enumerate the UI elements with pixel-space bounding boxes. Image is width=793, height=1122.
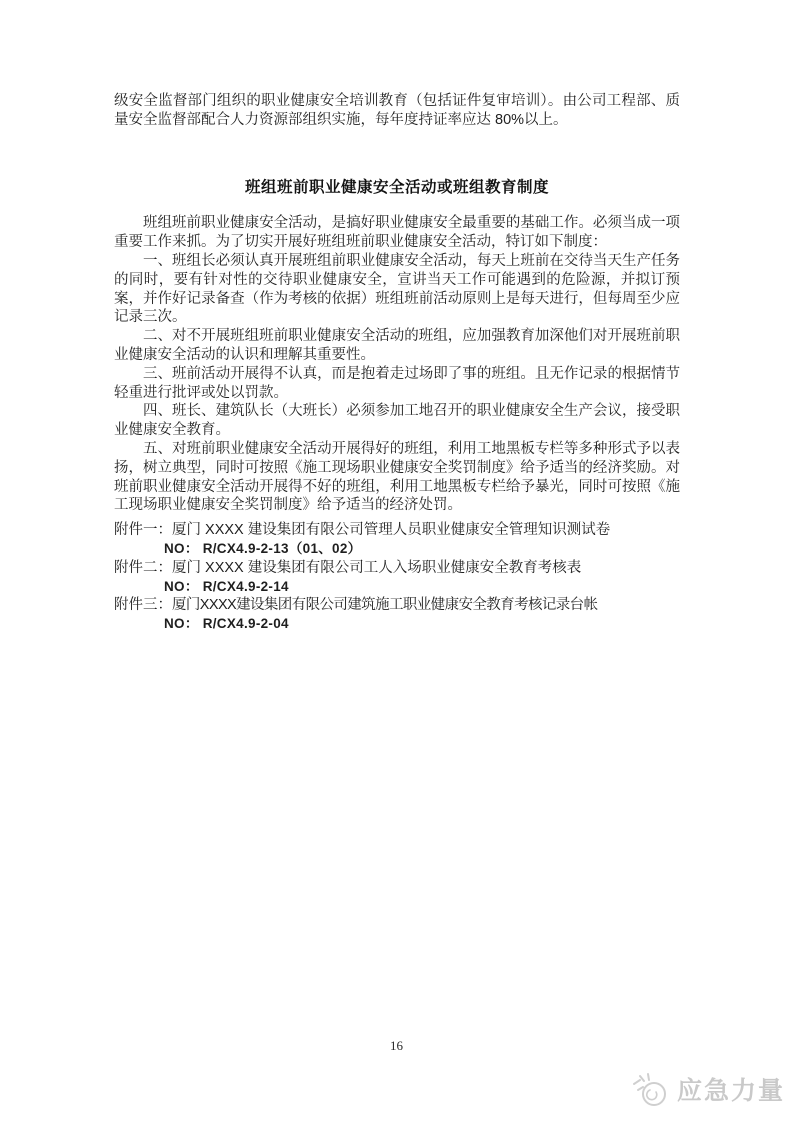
paragraph-rule-4: 四、班长、建筑队长（大班长）必须参加工地召开的职业健康安全生产会议，接受职业健康安全教育。 bbox=[114, 403, 680, 439]
attachment-doc-number: NO： R/CX4.9-2-14 bbox=[164, 578, 289, 594]
attachment-label: 附件二： bbox=[114, 559, 172, 576]
attachment-item-1 bbox=[114, 521, 680, 559]
attachment-label: 附件三： bbox=[114, 597, 172, 614]
paragraph-rule-3: 三、班前活动开展得不认真，而是抱着走过场即了事的班组。且无作记录的根据情节轻重进行批评或处以罚款。 bbox=[114, 365, 680, 401]
attachments-list bbox=[114, 521, 680, 634]
attachment-title: 厦门XXXX建设集团有限公司建筑施工职业健康安全教育考核记录台帐 bbox=[172, 597, 598, 614]
attachment-item-2 bbox=[114, 559, 680, 597]
emergency-force-logo-icon bbox=[628, 1070, 672, 1108]
page-number: 16 bbox=[390, 1038, 403, 1053]
attachment-title: 厦门 XXXX 建设集团有限公司管理人员职业健康安全管理知识测试卷 bbox=[172, 522, 611, 539]
document-title: 班组班前职业健康安全活动或班组教育制度 bbox=[244, 178, 549, 196]
attachment-doc-number: NO： R/CX4.9-2-13（01、02） bbox=[164, 540, 362, 556]
attachment-doc-number: NO： R/CX4.9-2-04 bbox=[164, 616, 289, 632]
watermark-label: 应急力量 bbox=[676, 1077, 785, 1105]
attachment-label: 附件一： bbox=[114, 522, 172, 539]
attachment-item-3 bbox=[114, 596, 680, 634]
paragraph-rule-1: 一、班组长必须认真开展班组前职业健康安全活动，每天上班前在交待当天生产任务的同时，要有针对性的交待职业健康安全，宣讲当天工作可能遇到的危险源，并拟订预案，并作好记录备查（作为考核的依据）班组班前活动原则上是每天进行，但每周至少应记录三次。 bbox=[114, 252, 680, 326]
attachment-title: 厦门 XXXX 建设集团有限公司工人入场职业健康安全教育考核表 bbox=[172, 559, 582, 576]
paragraph-intro: 班组班前职业健康安全活动，是搞好职业健康安全最重要的基础工作。必须当成一项重要工作来抓。为了切实开展好班组班前职业健康安全活动，特订如下制度： bbox=[114, 215, 680, 251]
paragraph-rule-2: 二、对不开展班组班前职业健康安全活动的班组，应加强教育加深他们对开展班前职业健康安全活动的认识和理解其重要性。 bbox=[114, 328, 680, 363]
paragraph-rule-5: 五、对班前职业健康安全活动开展得好的班组，利用工地黑板专栏等多种形式予以表扬，树立典型，同时可按照《施工现场职业健康安全奖罚制度》给予适当的经济奖励。对班前职业健康安全活动开展得不好的班组，利用工地黑板专栏给予暴光，同时可按照《施工现场职业健康安全奖罚制度》给予适当的经济处罚。 bbox=[114, 440, 680, 514]
brand-watermark bbox=[628, 1070, 785, 1108]
document-content bbox=[114, 92, 680, 634]
paragraph-continuation: 级安全监督部门组织的职业健康安全培训教育（包括证件复审培训）。由公司工程部、质量安全监督部配合人力资源部组织实施，每年度持证率应达 80%以上。 bbox=[114, 93, 680, 128]
